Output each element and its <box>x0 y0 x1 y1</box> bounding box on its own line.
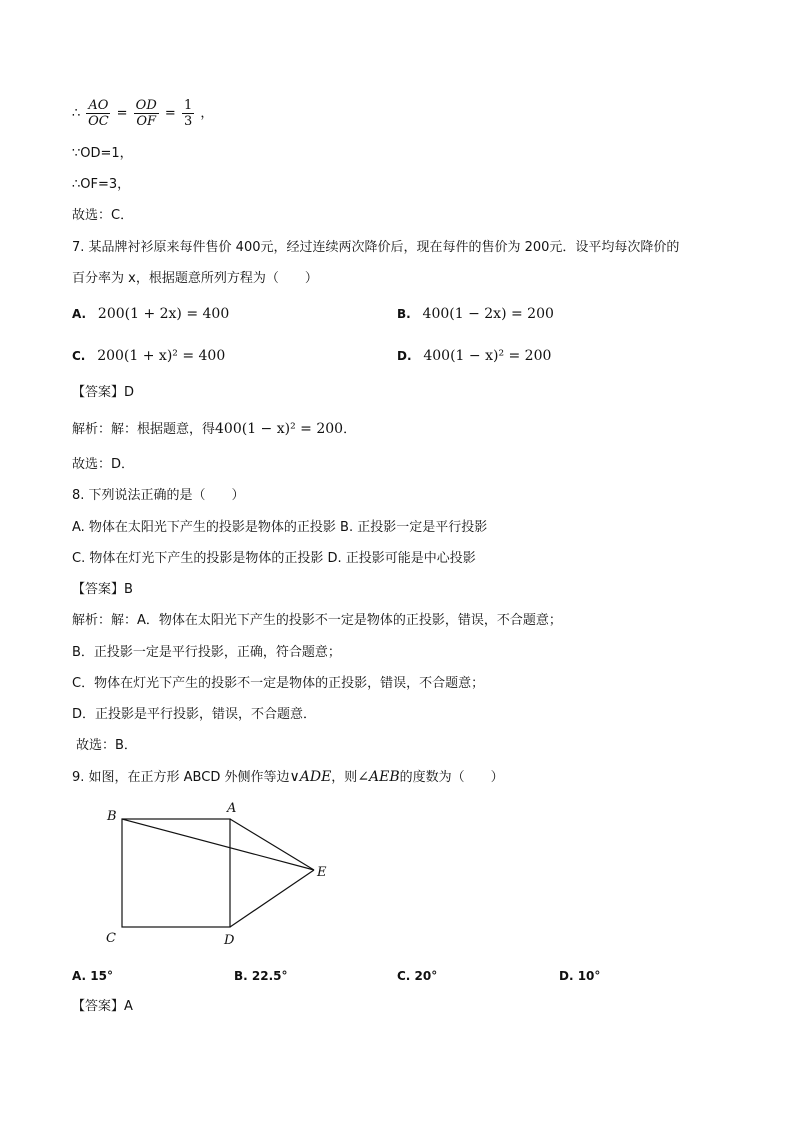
option-label: C. <box>72 349 86 363</box>
choice-line: 故选：C． <box>72 208 134 223</box>
segment-be <box>122 819 314 870</box>
because-od-line: ∵OD=1， <box>72 146 133 161</box>
q8-text: 8. 下列说法正确的是（ ） <box>72 488 245 503</box>
q8-options-cd: C. 物体在灯光下产生的投影是物体的正投影 D. 正投影可能是中心投影 <box>72 551 476 566</box>
q9-angle: ∠AEB <box>357 769 400 785</box>
option-label: A. <box>72 307 87 321</box>
q9-option-a: A. 15° <box>72 969 113 983</box>
q8-choice: 故选：B． <box>76 738 137 753</box>
square-abcd <box>122 819 230 927</box>
fraction-denominator: OC <box>88 114 109 129</box>
fraction-line <box>72 98 213 129</box>
q9-text-mid: ，则 <box>331 770 358 785</box>
option-equation: 200(1 + x)² = 400 <box>97 348 226 364</box>
fraction-numerator: OD <box>135 98 157 113</box>
q9-option-b: B. 22.5° <box>234 969 288 983</box>
q7-answer: 【答案】D <box>72 385 135 400</box>
q7-option-c <box>72 347 225 365</box>
figure-svg <box>100 795 340 950</box>
option-equation: 400(1 − x)² = 200 <box>423 348 552 364</box>
q8-analysis-b: B．正投影一定是平行投影，正确，符合题意； <box>72 645 341 660</box>
q8-options-ab: A. 物体在太阳光下产生的投影是物体的正投影 B. 正投影一定是平行投影 <box>72 520 488 535</box>
therefore-symbol: ∴ <box>72 106 81 121</box>
q7-option-d <box>397 347 551 365</box>
q8-analysis-c: C．物体在灯光下产生的投影不一定是物体的正投影，错误，不合题意； <box>72 676 485 691</box>
segment-ae <box>230 819 314 870</box>
q9-text <box>72 768 504 787</box>
q7-option-a <box>72 305 229 323</box>
analysis-suffix: ． <box>343 422 357 437</box>
q9-option-d: D. 10° <box>559 969 601 983</box>
fraction-denominator: OF <box>136 114 157 129</box>
segment-de <box>230 870 314 927</box>
q7-analysis <box>72 420 356 439</box>
q7-text-line-2: 百分率为 x，根据题意所列方程为（ ） <box>72 271 318 286</box>
point-d-label: D <box>224 933 235 948</box>
point-b-label: B <box>107 809 117 824</box>
option-equation: 200(1 + 2x) = 400 <box>97 306 230 322</box>
option-equation: 400(1 − 2x) = 200 <box>422 306 554 322</box>
q8-analysis-a: 解析：解：A．物体在太阳光下产生的投影不一定是物体的正投影，错误，不合题意； <box>72 613 562 628</box>
q8-answer: 【答案】B <box>72 582 133 597</box>
analysis-equation: 400(1 − x)² = 200 <box>215 421 344 437</box>
point-a-label: A <box>227 801 237 816</box>
fraction-tail: ， <box>200 106 214 121</box>
option-label: D. <box>397 349 412 363</box>
q8-analysis-d: D．正投影是平行投影，错误，不合题意． <box>72 707 317 722</box>
fraction-od-of <box>134 98 159 129</box>
fraction-numerator: 1 <box>183 98 193 113</box>
fraction-numerator: AO <box>88 98 109 113</box>
therefore-of-line: ∴OF=3， <box>72 177 131 192</box>
fraction-ao-oc <box>86 98 110 129</box>
q9-option-c: C. 20° <box>397 969 438 983</box>
q9-answer: 【答案】A <box>72 999 133 1014</box>
q9-triangle: ∨ADE <box>289 769 332 785</box>
option-label: B. <box>397 307 411 321</box>
equals-sign: = <box>164 106 176 121</box>
q7-text-line-1: 7. 某品牌衬衫原来每件售价 400元，经过连续两次降价后，现在每件的售价为 200元．设平均每次降价的 <box>72 240 680 255</box>
fraction-denominator: 3 <box>183 114 193 129</box>
q7-option-b <box>397 305 554 323</box>
q9-text-prefix: 9. 如图，在正方形 ABCD 外侧作等边 <box>72 770 290 785</box>
q9-text-suffix: 的度数为（ ） <box>399 770 504 785</box>
point-e-label: E <box>317 865 327 880</box>
analysis-text: 解析：解：根据题意，得 <box>72 422 216 437</box>
point-c-label: C <box>106 931 116 946</box>
square-triangle-figure <box>100 795 340 950</box>
equals-sign: = <box>116 106 128 121</box>
fraction-one-third <box>182 98 194 129</box>
q7-choice: 故选：D． <box>72 457 135 472</box>
